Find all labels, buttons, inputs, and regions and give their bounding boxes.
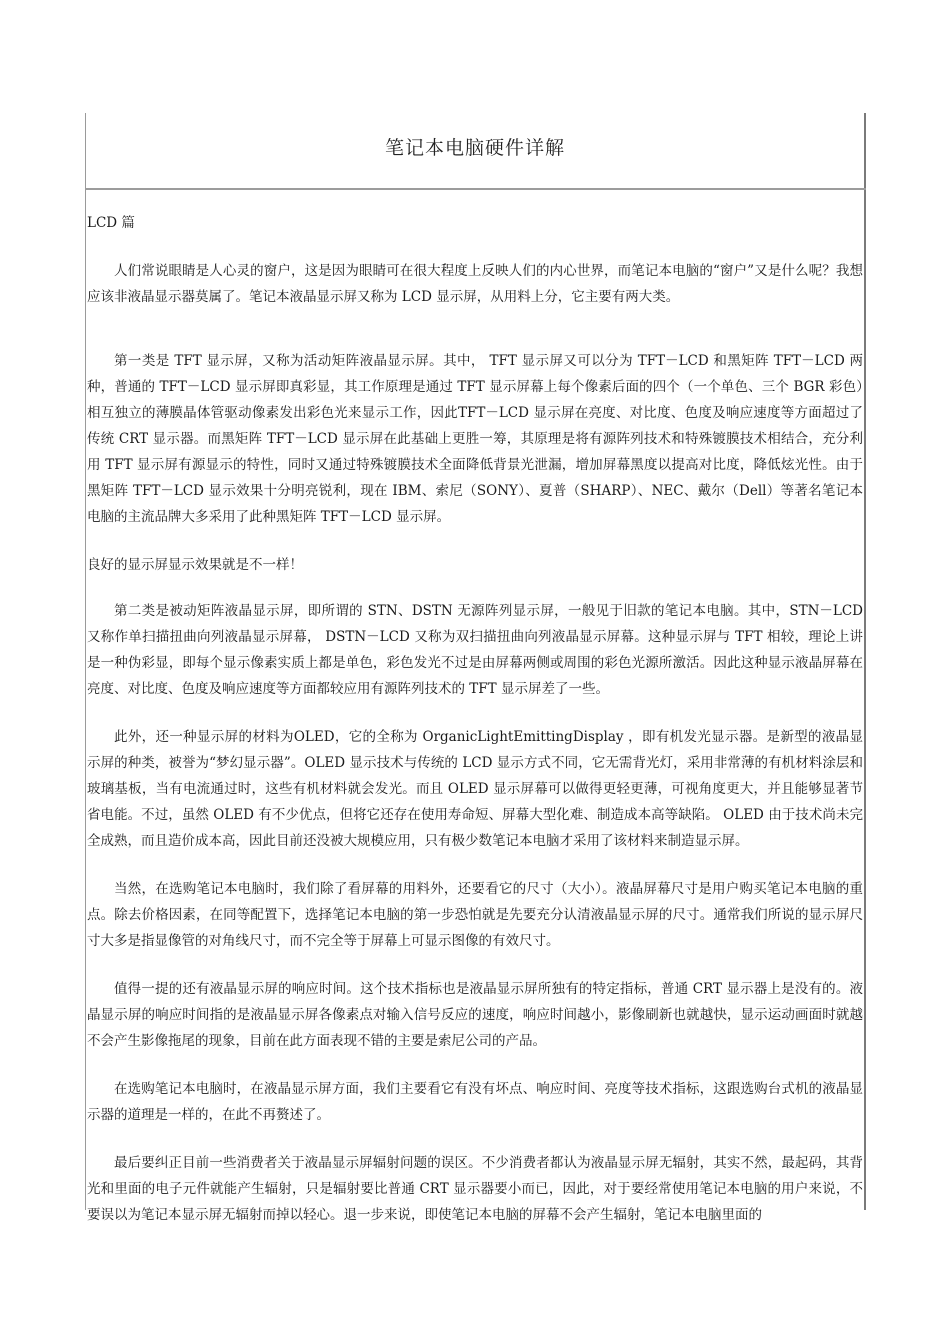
paragraph-buying-tips: 在选购笔记本电脑时，在液晶显示屏方面，我们主要看它有没有坏点、响应时间、亮度等技术指标，这跟选购台式机的液晶显示器的道理是一样的，在此不再赘述了。 bbox=[87, 1081, 863, 1123]
paragraph-oled: 此外，还一种显示屏的材料为OLED，它的全称为 OrganicLightEmittingDisplay ，即有机发光显示器。是新型的液晶显示屏的种类，被誉为“梦幻显示器”。OLED 显示技术与传统的 LCD 显示方式不同，它无需背光灯，采用非常薄的有机材料涂层和玻璃基板，当有电流通过时，这些有机材料就会发光。而且 OLED 显示屏幕可以做得更轻更薄，可视角度更大，并且能够显著节省电能。不过，虽然 OLED 有不少优点，但将它还存在使用寿命短、屏幕大型化难、制造成本高等缺陷。 OLED 由于技术尚未完全成熟，而且造价成本高，因此目前还没被大规模应用，只有极少数笔记本电脑才采用了该材料来制造显示屏。 bbox=[87, 729, 863, 849]
paragraph-size: 当然，在选购笔记本电脑时，我们除了看屏幕的用料外，还要看它的尺寸（大小）。液晶屏幕尺寸是用户购买笔记本电脑的重点。除去价格因素，在同等配置下，选择笔记本电脑的第一步恐怕就是先要充分认清液晶显示屏的尺寸。通常我们所说的显示屏尺寸大多是指显像管的对角线尺寸，而不完全等于屏幕上可显示图像的有效尺寸。 bbox=[87, 881, 863, 949]
left-border-line bbox=[85, 113, 86, 1210]
document-body bbox=[87, 210, 863, 1228]
paragraph-tft: 第一类是 TFT 显示屏，又称为活动矩阵液晶显示屏。其中， TFT 显示屏又可以分为 TFT－LCD 和黑矩阵 TFT－LCD 两种，普通的 TFT－LCD 显示屏即真彩显，其工作原理是通过 TFT 显示屏幕上每个像素后面的四个（一个单色、三个 BGR 彩色）相互独立的薄膜晶体管驱动像素发出彩色光来显示工作，因此TFT－LCD 显示屏在亮度、对比度、色度及响应速度等方面超过了传统 CRT 显示器。而黑矩阵 TFT－LCD 显示屏在此基础上更胜一筹，其原理是将有源阵列技术和特殊镀膜技术相结合，充分利用 TFT 显示屏有源显示的特性，同时又通过特殊镀膜技术全面降低背景光泄漏，增加屏幕黑度以提高对比度，降低炫光性。由于黑矩阵 TFT－LCD 显示效果十分明亮锐利，现在 IBM、索尼（SONY）、夏普（SHARP）、NEC、戴尔（Dell）等著名笔记本电脑的主流品牌大多采用了此种黑矩阵 TFT－LCD 显示屏。 bbox=[87, 353, 863, 525]
document-title: 笔记本电脑硬件详解 bbox=[384, 137, 565, 159]
paragraph-intro: 人们常说眼睛是人心灵的窗户，这是因为眼睛可在很大程度上反映人们的内心世界，而笔记本电脑的“窗户”又是什么呢？我想应该非液晶显示器莫属了。笔记本液晶显示屏又称为 LCD 显示屏，从用料上分，它主要有两大类。 bbox=[87, 263, 863, 305]
paragraph-caption: 良好的显示屏显示效果就是不一样！ bbox=[87, 557, 303, 573]
paragraph-radiation: 最后要纠正目前一些消费者关于液晶显示屏辐射问题的误区。不少消费者都认为液晶显示屏无辐射，其实不然，最起码，其背光和里面的电子元件就能产生辐射，只是辐射要比普通 CRT 显示器要小而已，因此，对于要经常使用笔记本电脑的用户来说，不要误以为笔记本显示屏无辐射而掉以轻心。退一步来说，即使笔记本电脑的屏幕不会产生辐射，笔记本电脑里面的 bbox=[87, 1155, 863, 1223]
paragraph-response-time: 值得一提的还有液晶显示屏的响应时间。这个技术指标也是液晶显示屏所独有的特定指标，普通 CRT 显示器上是没有的。液晶显示屏的响应时间指的是液晶显示屏各像素点对输入信号反应的速度，响应时间越小，影像刷新也就越快，显示运动画面时就越不会产生影像拖尾的现象，目前在此方面表现不错的主要是索尼公司的产品。 bbox=[87, 981, 863, 1049]
right-border-line bbox=[864, 113, 866, 1210]
section-heading: LCD 篇 bbox=[87, 215, 135, 231]
title-divider bbox=[86, 188, 866, 190]
paragraph-stn: 第二类是被动矩阵液晶显示屏，即所谓的 STN、DSTN 无源阵列显示屏，一般见于旧款的笔记本电脑。其中，STN－LCD 又称作单扫描扭曲向列液晶显示屏幕， DSTN－LCD 又称为双扫描扭曲向列液晶显示屏幕。这种显示屏与 TFT 相较，理论上讲是一种伪彩显，即每个显示像素实质上都是单色，彩色发光不过是由屏幕两侧或周围的彩色光源所激活。因此这种显示液晶屏幕在亮度、对比度、色度及响应速度等方面都较应用有源阵列技术的 TFT 显示屏差了一些。 bbox=[87, 603, 863, 697]
